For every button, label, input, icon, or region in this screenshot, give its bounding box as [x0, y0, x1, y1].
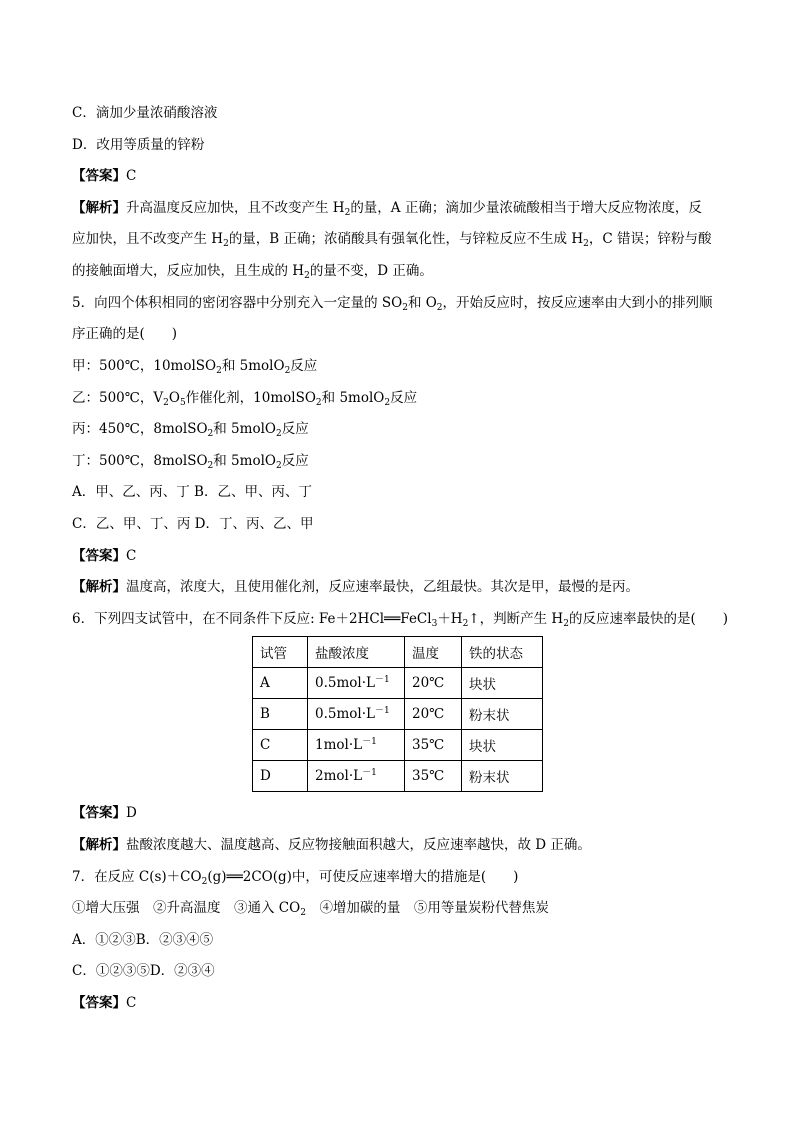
q4-answer — [72, 166, 136, 186]
table-cell: 35℃ — [405, 761, 462, 792]
subscript: 2 — [300, 908, 306, 918]
text: 和 O — [407, 295, 437, 311]
q5-stem-line-2: 序正确的是( ) — [72, 326, 178, 342]
q7-options-ab: A．①②③B．②③④⑤ — [72, 932, 214, 948]
text: 1mol·L — [315, 737, 363, 753]
text: 5．向四个体积相同的密闭容器中分别充入一定量的 SO — [72, 295, 403, 311]
table-header-cell: 试管 — [253, 637, 308, 668]
table-cell: 20℃ — [405, 699, 462, 730]
text: 0.5mol·L — [315, 675, 375, 691]
table-header-cell: 温度 — [405, 637, 462, 668]
answer-label: 【答案】 — [72, 995, 126, 1011]
table-cell: C — [253, 730, 308, 761]
subscript: 2 — [275, 461, 282, 471]
table-cell: A — [253, 668, 308, 699]
text: 和 5molO — [213, 421, 276, 437]
table-row — [253, 761, 543, 792]
subscript: 2 — [315, 398, 322, 408]
subscript: 2 — [163, 398, 169, 408]
text: 的反应速率最快的是( ) — [568, 611, 728, 627]
table-header-cell: 铁的状态 — [462, 637, 543, 668]
text: 反应 — [281, 453, 309, 469]
text: 升高温度反应加快，且不改变产生 H — [126, 200, 345, 216]
subscript: 5 — [179, 398, 186, 408]
table-header-row — [253, 637, 543, 668]
subscript: 2 — [563, 619, 569, 629]
q4-explanation-line-1 — [72, 198, 702, 218]
text: 6．下列四支试管中，在不同条件下反应: Fe＋2HCl══FeCl — [72, 611, 432, 627]
explanation-label: 【解析】 — [72, 837, 126, 853]
text: 反应 — [281, 421, 309, 437]
text: 0.5mol·L — [315, 706, 375, 722]
answer-value: C — [126, 995, 137, 1011]
text: 的量，A 正确；滴加少量浓硫酸相当于增大反应物浓度，反 — [350, 200, 702, 216]
table-cell: 35℃ — [405, 730, 462, 761]
q4-option-d: D．改用等质量的锌粉 — [72, 137, 205, 153]
q5-condition-jia — [72, 356, 317, 376]
text: 丙：450℃，8molSO — [72, 421, 208, 437]
table-cell: 块状 — [462, 730, 543, 761]
superscript: －1 — [374, 675, 390, 685]
subscript: 2 — [207, 461, 214, 471]
table-cell — [308, 668, 405, 699]
subscript: 2 — [304, 271, 310, 281]
text: 反应 — [290, 358, 318, 374]
subscript: 2 — [284, 366, 291, 376]
subscript: 2 — [384, 398, 391, 408]
subscript: 2 — [402, 303, 408, 313]
text: ↑，判断产生 H — [468, 611, 564, 627]
table-cell: 粉末状 — [462, 761, 543, 792]
table-cell — [308, 730, 405, 761]
q6-stem — [72, 609, 728, 629]
text: 反应 — [390, 390, 418, 406]
q5-condition-yi — [72, 388, 417, 408]
superscript: －1 — [362, 737, 377, 747]
text: 和 5molO — [221, 358, 285, 374]
subscript: 2 — [207, 429, 214, 439]
text: 的接触面增大，反应加快，且生成的 H — [72, 263, 305, 279]
q4-explanation-line-3 — [72, 261, 433, 281]
text: 乙：500℃，V — [72, 390, 164, 406]
subscript: 2 — [275, 429, 282, 439]
q5-condition-bing — [72, 419, 309, 439]
table-cell: 粉末状 — [462, 699, 543, 730]
q6-explanation — [72, 835, 591, 855]
answer-value: D — [126, 805, 137, 821]
q6-answer — [72, 803, 137, 823]
text: 的量，B 正确；浓硝酸具有强氧化性，与锌粒反应不生成 H — [228, 231, 584, 247]
q7-stem — [72, 867, 518, 887]
table-row — [253, 730, 543, 761]
text: 温度高，浓度大，且使用催化剂，反应速率最快，乙组最快。其次是甲，最慢的是丙。 — [126, 579, 639, 595]
q7-options-cd: C．①②③⑤D．②③④ — [72, 963, 215, 979]
text: O — [168, 390, 180, 406]
text: 甲：500℃，10molSO — [72, 358, 217, 374]
q5-options-cd: C．乙、甲、丁、丙 D．丁、丙、乙、甲 — [72, 516, 314, 532]
text: 应加快，且不改变产生 H — [72, 231, 224, 247]
table-cell — [308, 761, 405, 792]
text: 丁：500℃，8molSO — [72, 453, 208, 469]
text: 7．在反应 C(s)＋CO — [72, 869, 202, 885]
subscript: 2 — [462, 619, 469, 629]
subscript: 2 — [436, 303, 443, 313]
table-cell: 20℃ — [405, 668, 462, 699]
answer-label: 【答案】 — [72, 548, 126, 564]
text: 和 5molO — [213, 453, 276, 469]
text: 2mol·L — [315, 768, 363, 784]
superscript: －1 — [374, 706, 390, 716]
text: ①增大压强 ②升高温度 ③通入 CO — [72, 900, 301, 916]
subscript: 2 — [201, 877, 208, 887]
subscript: 3 — [431, 619, 438, 629]
superscript: －1 — [362, 768, 377, 778]
q7-measures — [72, 898, 549, 918]
text: 的量不变，D 正确。 — [309, 263, 433, 279]
text: 作催化剂，10molSO — [185, 390, 316, 406]
answer-label: 【答案】 — [72, 168, 126, 184]
text: 盐酸浓度越大、温度越高、反应物接触面积越大，反应速率越快，故 D 正确。 — [126, 837, 591, 853]
table-header-cell: 盐酸浓度 — [308, 637, 405, 668]
table-row — [253, 699, 543, 730]
q4-explanation-line-2 — [72, 229, 711, 249]
text: ④增加碳的量 ⑤用等量炭粉代替焦炭 — [319, 900, 549, 916]
q5-options-ab: A．甲、乙、丙、丁 B．乙、甲、丙、丁 — [72, 484, 312, 500]
q5-answer — [72, 546, 136, 566]
subscript: 2 — [216, 366, 222, 376]
q4-option-c: C．滴加少量浓硝酸溶液 — [72, 105, 218, 121]
text: ，开始反应时，按反应速率由大到小的排列顺 — [442, 295, 713, 311]
q5-stem-line-1 — [72, 293, 713, 313]
subscript: 2 — [583, 239, 589, 249]
text: 和 5molO — [321, 390, 385, 406]
text: ＋H — [437, 611, 463, 627]
experiment-table — [252, 636, 543, 792]
table-cell: B — [253, 699, 308, 730]
answer-label: 【答案】 — [72, 805, 126, 821]
subscript: 2 — [223, 239, 229, 249]
table-row — [253, 668, 543, 699]
answer-value: C — [126, 168, 137, 184]
text: (g)══2CO(g)中，可使反应速率增大的措施是( ) — [207, 869, 519, 885]
subscript: 2 — [344, 208, 351, 218]
explanation-label: 【解析】 — [72, 579, 126, 595]
spacer — [306, 900, 320, 916]
explanation-label: 【解析】 — [72, 200, 126, 216]
q7-answer — [72, 993, 136, 1013]
table-cell: 块状 — [462, 668, 543, 699]
q5-explanation — [72, 577, 639, 597]
q5-condition-ding — [72, 451, 309, 471]
table-cell: D — [253, 761, 308, 792]
table-cell — [308, 699, 405, 730]
answer-value: C — [126, 548, 137, 564]
text: ，C 错误；锌粉与酸 — [588, 231, 712, 247]
